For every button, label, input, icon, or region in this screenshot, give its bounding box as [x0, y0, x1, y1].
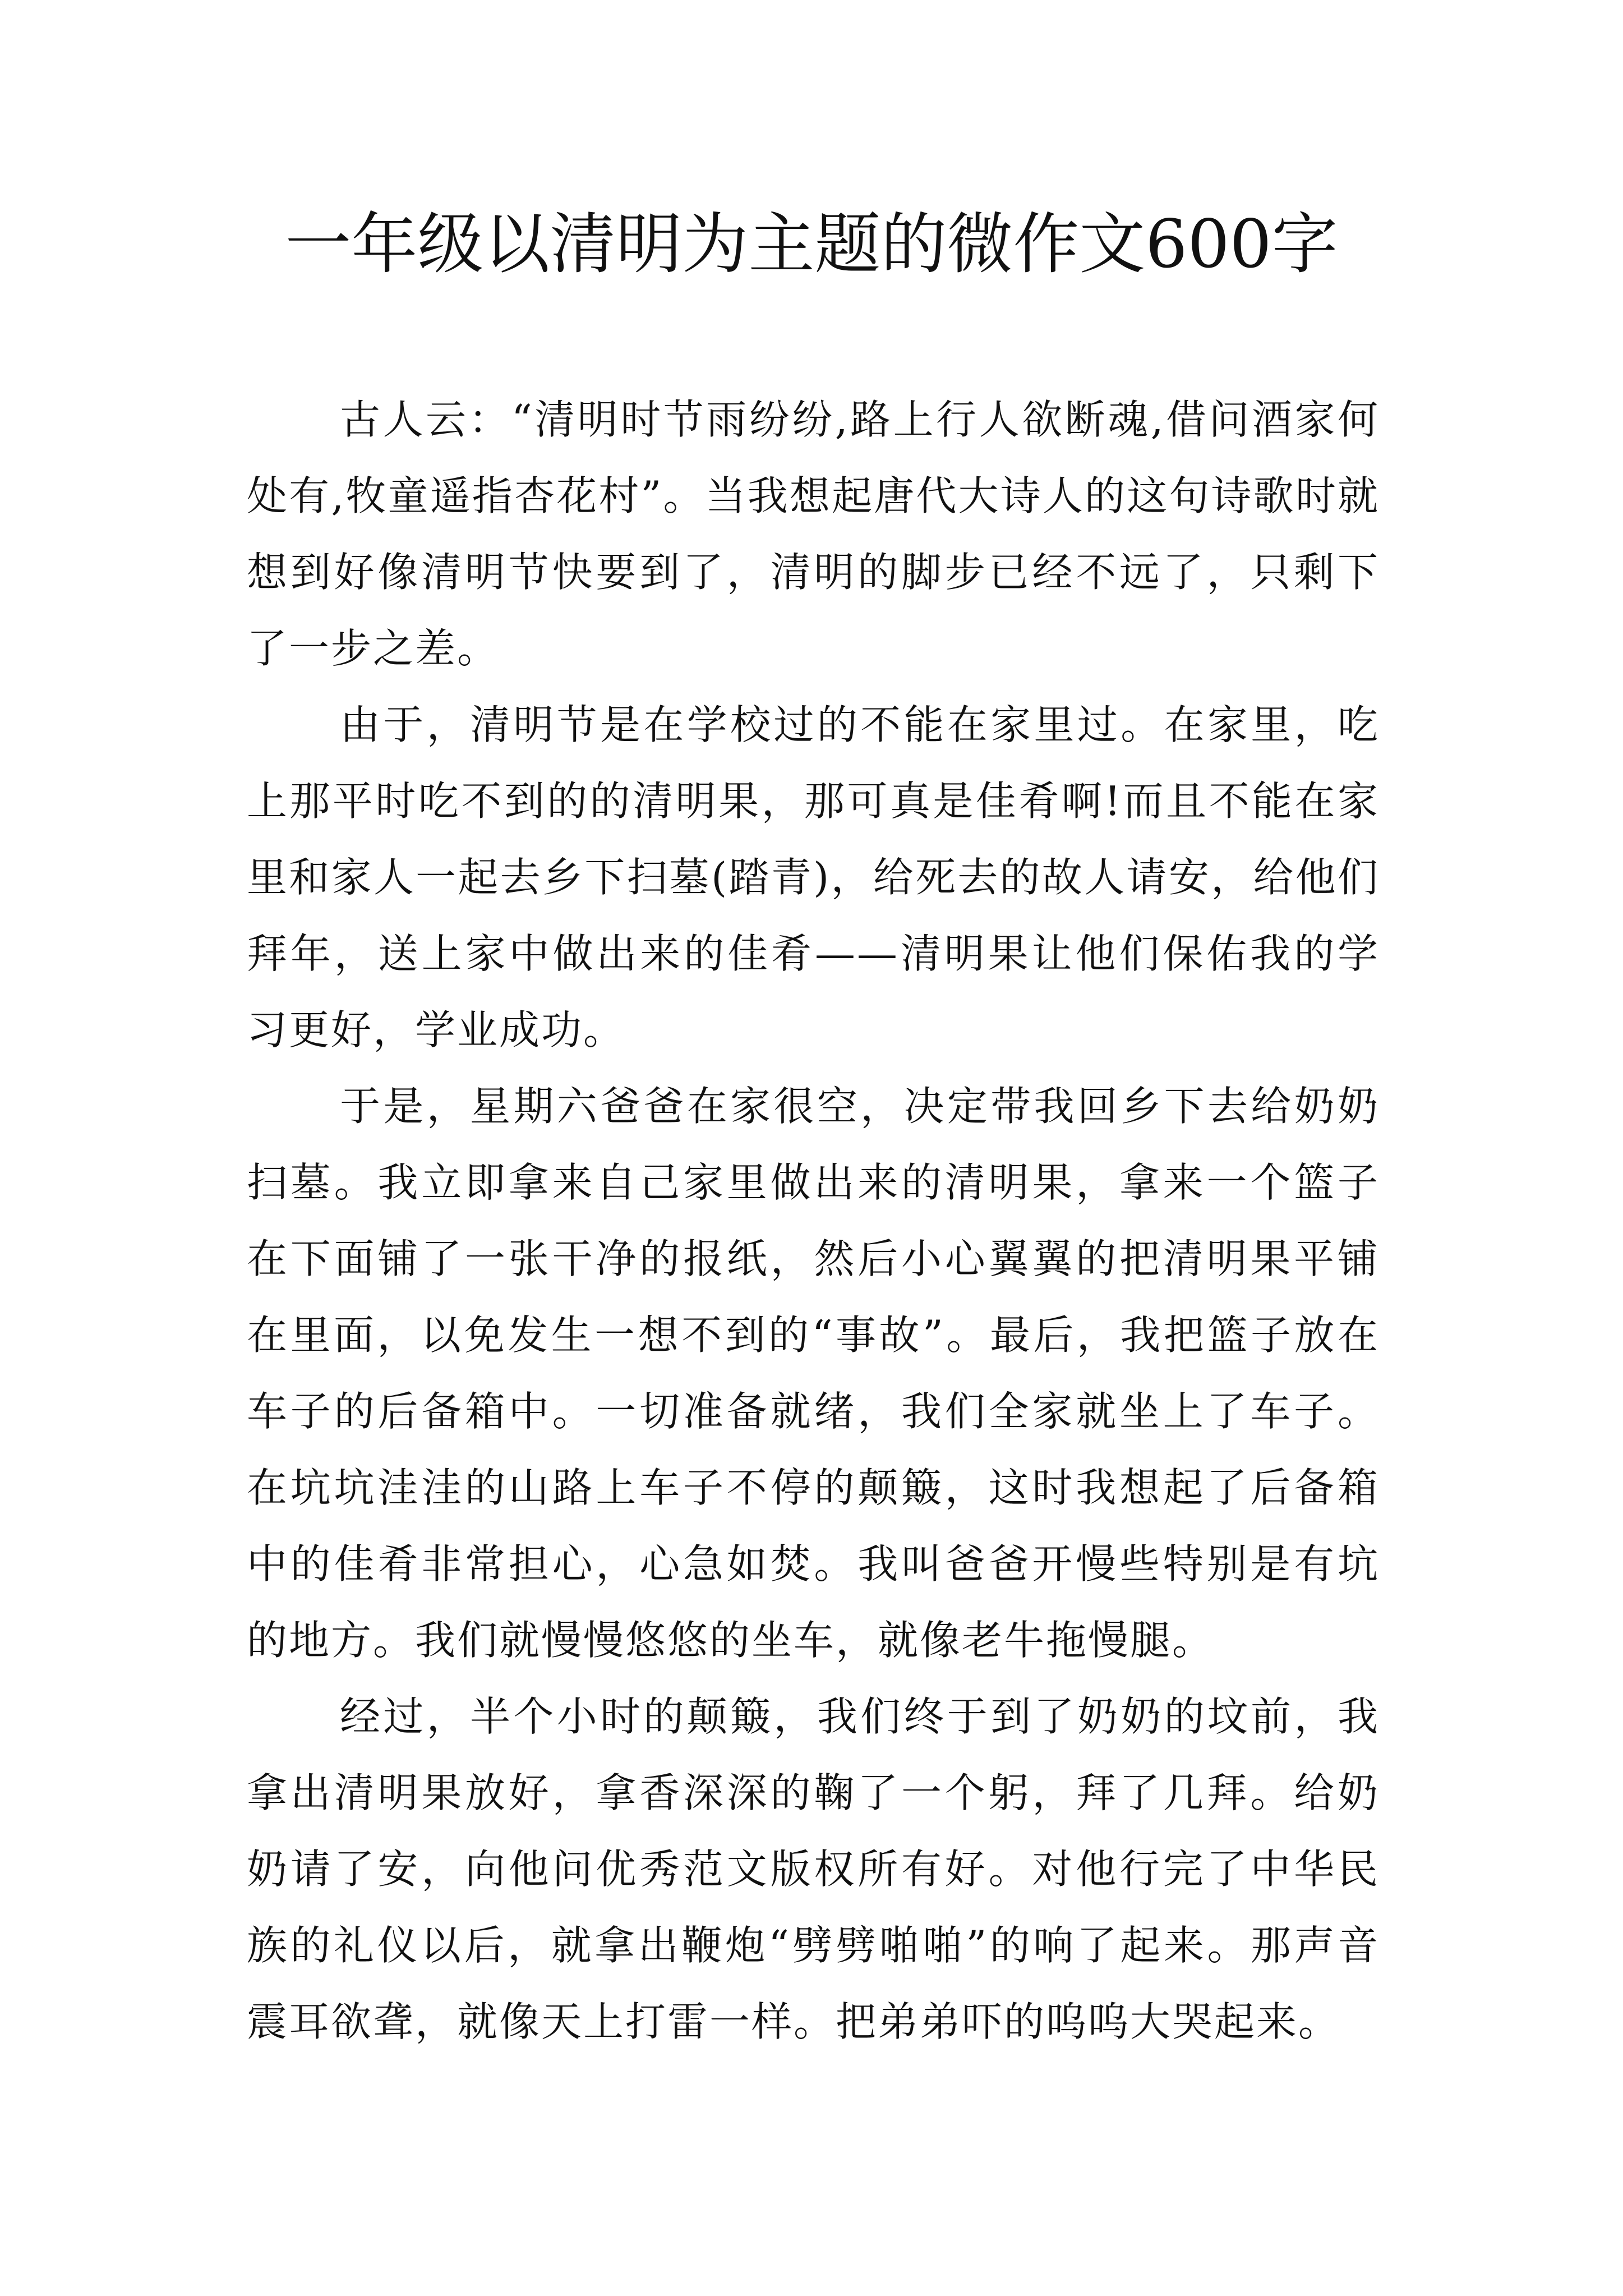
- document-body: [247, 381, 1380, 2060]
- paragraph: 由于，清明节是在学校过的不能在家里过。在家里，吃上那平时吃不到的的清明果，那可真是佳肴啊!而且不能在家里和家人一起去乡下扫墓(踏青)，给死去的故人请安，给他们拜年，送上家中做出来的佳肴——清明果让他们保佑我的学习更好，学业成功。: [247, 701, 1380, 1053]
- document-title: 一年级以清明为主题的微作文600字: [285, 205, 1338, 283]
- paragraph: 古人云：“清明时节雨纷纷,路上行人欲断魂,借问酒家何处有,牧童遥指杏花村”。当我想起唐代大诗人的这句诗歌时就想到好像清明节快要到了，清明的脚步已经不远了，只剩下了一步之差。: [247, 396, 1380, 672]
- paragraph: 经过，半个小时的颠簸，我们终于到了奶奶的坟前，我拿出清明果放好，拿香深深的鞠了一个躬，拜了几拜。给奶奶请了安，向他问优秀范文版权所有好。对他行完了中华民族的礼仪以后，就拿出鞭炮“劈劈啪啪”的响了起来。那声音震耳欲聋，就像天上打雷一样。把弟弟吓的呜呜大哭起来。: [247, 1693, 1380, 2045]
- paragraph: 于是，星期六爸爸在家很空，决定带我回乡下去给奶奶扫墓。我立即拿来自己家里做出来的清明果，拿来一个篮子在下面铺了一张干净的报纸，然后小心翼翼的把清明果平铺在里面，以免发生一想不到的“事故”。最后，我把篮子放在车子的后备箱中。一切准备就绪，我们全家就坐上了车子。在坑坑洼洼的山路上车子不停的颠簸，这时我想起了后备箱中的佳肴非常担心，心急如焚。我叫爸爸开慢些特别是有坑的地方。我们就慢慢悠悠的坐车，就像老牛拖慢腿。: [247, 1083, 1380, 1664]
